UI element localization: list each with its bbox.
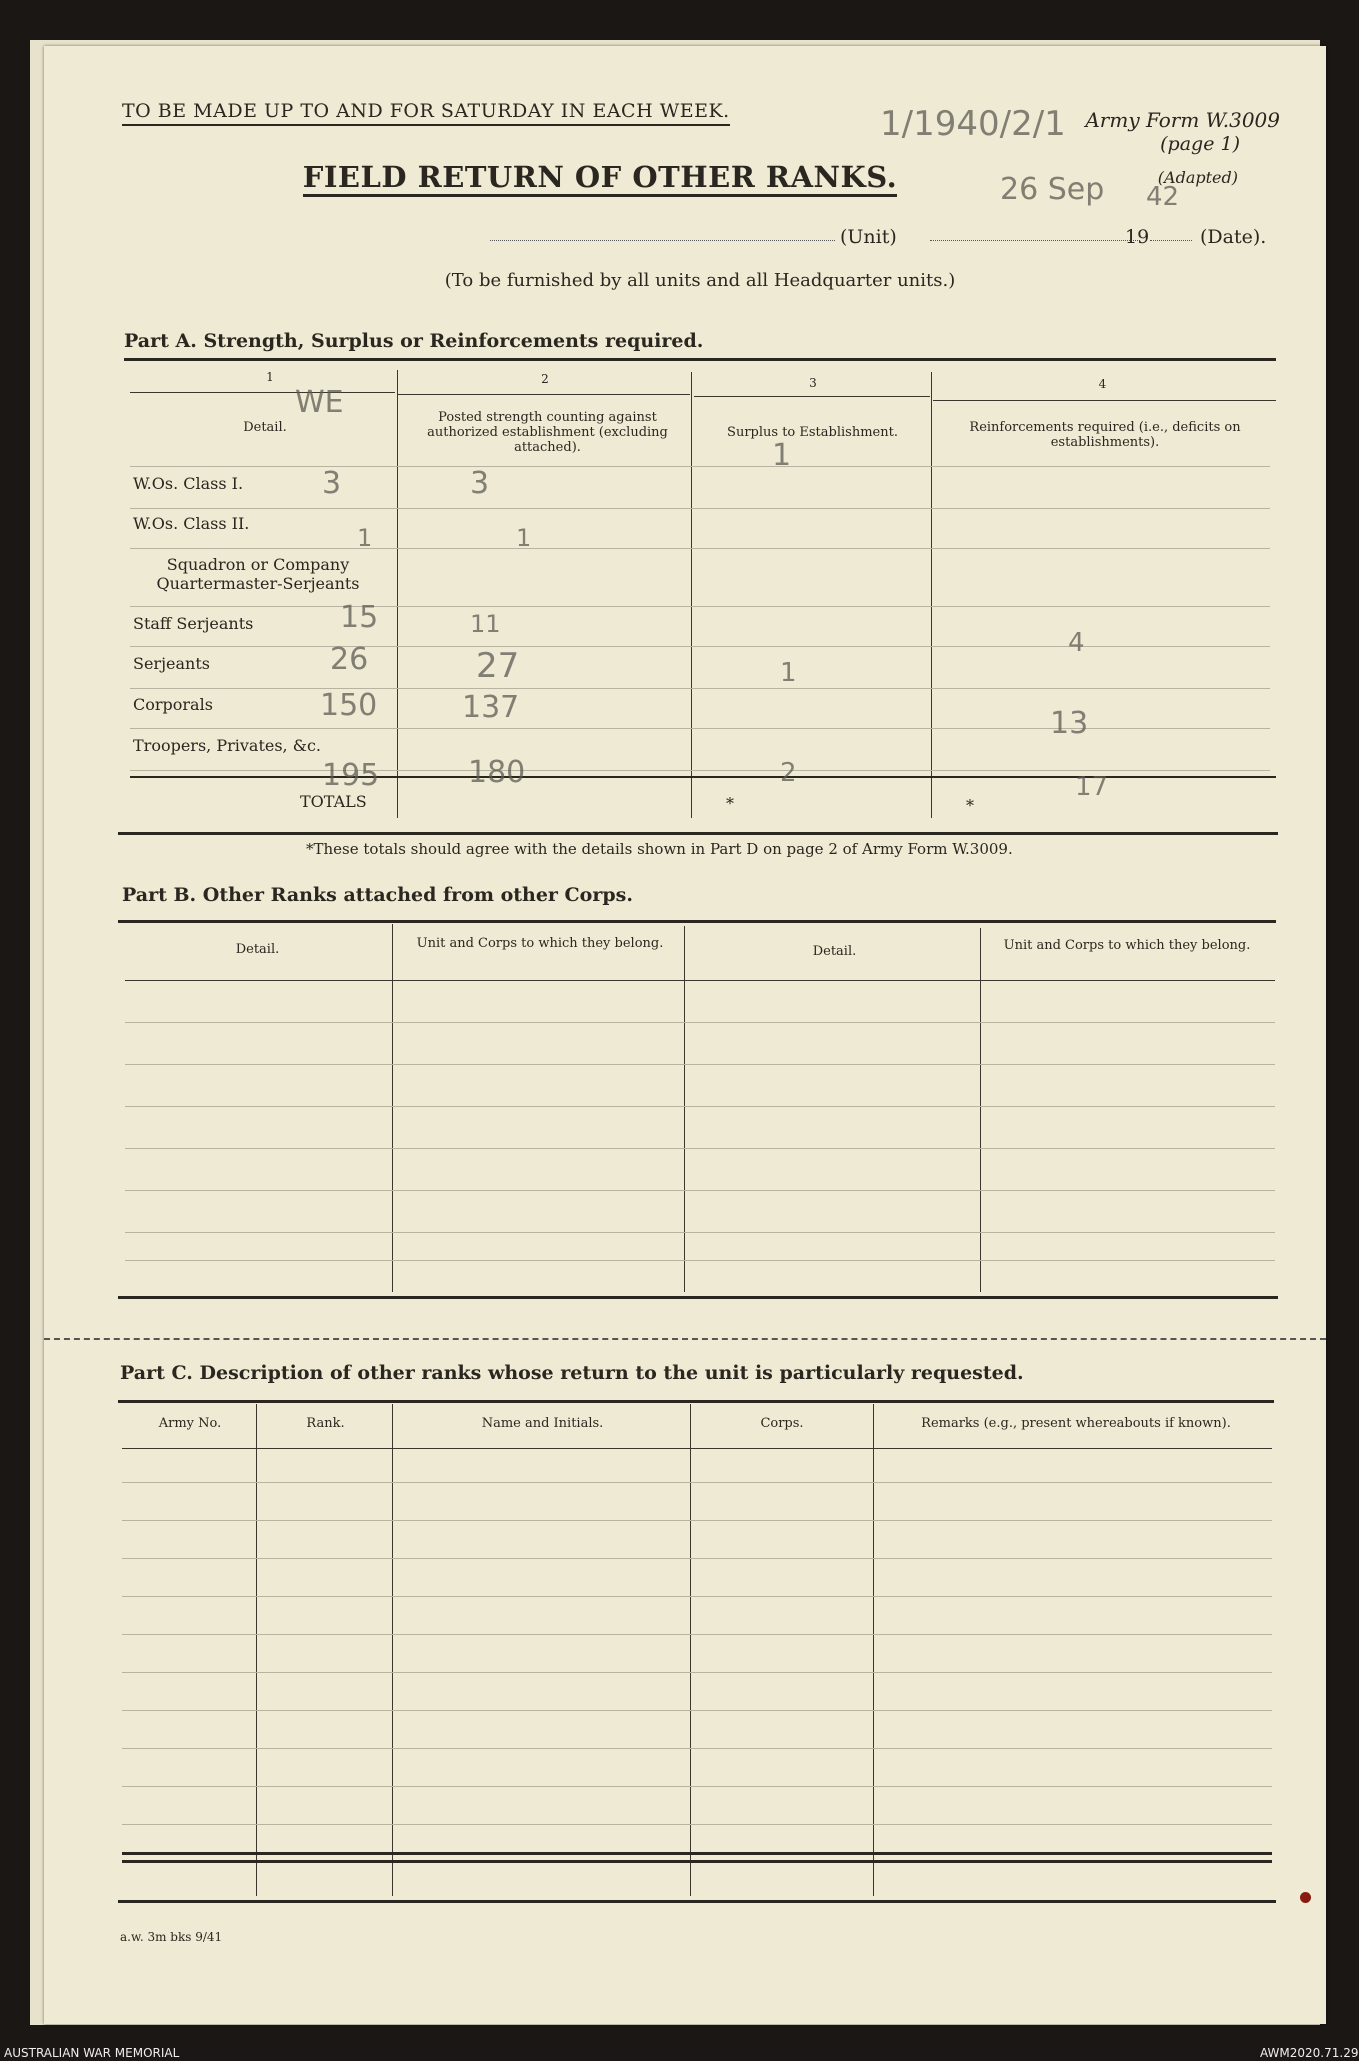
part-c-line[interactable] xyxy=(122,1634,1272,1635)
col-number-1: 1 xyxy=(266,370,274,384)
handwritten-date: 26 Sep xyxy=(1000,172,1105,207)
part-b-line[interactable] xyxy=(125,1190,1275,1191)
we-staff-serjeants: 15 xyxy=(340,600,379,635)
part-c-col-corps: Corps. xyxy=(760,1416,804,1431)
part-b-col-unit-2: Unit and Corps to which they belong. xyxy=(1003,938,1251,953)
part-c-top-rule xyxy=(118,1400,1274,1403)
part-c-vline-1 xyxy=(256,1404,257,1896)
part-a-vline-3 xyxy=(931,372,932,818)
part-a-vline-2 xyxy=(691,372,692,818)
we-corporals: 150 xyxy=(320,688,378,723)
date-day-field[interactable] xyxy=(930,222,1140,241)
part-c-col-name: Name and Initials. xyxy=(481,1416,604,1431)
part-c-line[interactable] xyxy=(122,1520,1272,1521)
unit-label: (Unit) xyxy=(840,226,897,248)
surplus-wo1: 1 xyxy=(772,438,792,473)
unit-field[interactable] xyxy=(490,222,835,241)
page-number: (page 1) xyxy=(1160,133,1240,155)
part-b-bottom-rule xyxy=(118,1296,1278,1299)
row-label-troopers: Troopers, Privates, &c. xyxy=(133,736,322,755)
col-number-2: 2 xyxy=(541,372,549,386)
header-rule-1 xyxy=(130,392,395,393)
row-rule xyxy=(130,646,1270,647)
part-b-line[interactable] xyxy=(125,1064,1275,1065)
posted-serjeants: 27 xyxy=(476,646,520,686)
part-a-heading: Part A. Strength, Surplus or Reinforcements required. xyxy=(124,330,704,352)
part-c-line[interactable] xyxy=(122,1786,1272,1787)
surplus-serjeants: 1 xyxy=(780,658,797,688)
col-number-4: 4 xyxy=(1098,377,1107,391)
part-c-line[interactable] xyxy=(122,1596,1272,1597)
part-c-vline-3 xyxy=(690,1404,691,1896)
print-code: a.w. 3m bks 9/41 xyxy=(120,1930,223,1944)
we-serjeants: 26 xyxy=(330,642,369,677)
reinf-troopers: 17 xyxy=(1075,772,1109,802)
footer-institution: AUSTRALIAN WAR MEMORIAL xyxy=(4,2046,180,2060)
handwritten-reference: 1/1940/2/1 xyxy=(880,104,1066,144)
part-c-line[interactable] xyxy=(122,1748,1272,1749)
form-number: Army Form W.3009 xyxy=(1085,108,1280,132)
col-header-surplus: Surplus to Establishment. xyxy=(727,425,898,440)
col-number-3: 3 xyxy=(809,376,817,390)
row-rule xyxy=(130,728,1270,729)
handwritten-we: WE xyxy=(295,385,344,420)
row-rule xyxy=(130,508,1270,509)
totals-note: *These totals should agree with the details shown in Part D on page 2 of Army Form W.3009. xyxy=(306,840,1013,858)
part-c-line[interactable] xyxy=(122,1710,1272,1711)
year-field[interactable] xyxy=(1150,222,1192,241)
part-b-col-unit-1: Unit and Corps to which they belong. xyxy=(416,936,664,951)
row-label-serjeants: Serjeants xyxy=(133,654,210,673)
part-a-top-rule xyxy=(124,358,1276,361)
part-b-vline-3 xyxy=(980,928,981,1292)
posted-staff-serjeants: 11 xyxy=(470,610,501,638)
furnished-note: (To be furnished by all units and all Headquarter units.) xyxy=(444,270,956,291)
posted-wo2: 1 xyxy=(516,524,532,552)
part-b-header-rule xyxy=(125,980,1275,981)
part-b-heading: Part B. Other Ranks attached from other Corps. xyxy=(122,884,633,906)
part-b-line[interactable] xyxy=(125,1232,1275,1233)
part-c-line[interactable] xyxy=(122,1672,1272,1673)
date-label: (Date). xyxy=(1200,226,1267,248)
totals-mark-reinforcements: * xyxy=(966,796,974,815)
part-b-col-detail-1: Detail. xyxy=(235,942,280,957)
part-c-header-rule xyxy=(122,1448,1272,1449)
part-c-line[interactable] xyxy=(122,1558,1272,1559)
part-c-double-rule xyxy=(122,1860,1272,1863)
perforation-line xyxy=(44,1338,1326,1340)
posted-corporals: 137 xyxy=(462,690,520,725)
totals-mark-surplus: * xyxy=(726,794,734,813)
part-c-vline-2 xyxy=(392,1404,393,1896)
header-rule-3 xyxy=(694,396,930,397)
part-b-line[interactable] xyxy=(125,1260,1275,1261)
part-a-bottom-rule xyxy=(118,832,1278,835)
part-c-heading: Part C. Description of other ranks whose return to the unit is particularly requested. xyxy=(120,1362,1024,1384)
row-label-staff-serjeants: Staff Serjeants xyxy=(133,614,254,633)
col-header-reinforcements: Reinforcements required (i.e., deficits on establishments). xyxy=(969,420,1241,450)
part-c-vline-4 xyxy=(873,1404,874,1896)
row-rule xyxy=(130,466,1270,467)
part-c-col-remarks: Remarks (e.g., present whereabouts if known). xyxy=(921,1416,1231,1431)
part-c-bottom-rule xyxy=(118,1900,1276,1903)
row-rule xyxy=(130,770,1270,771)
reinf-serjeants: 4 xyxy=(1068,628,1085,658)
part-c-col-rank: Rank. xyxy=(306,1416,345,1431)
header-rule-2 xyxy=(398,394,690,395)
red-ink-dot xyxy=(1300,1892,1311,1903)
adapted-label: (Adapted) xyxy=(1157,168,1238,187)
footer-accession-number: AWM2020.71.29 xyxy=(1260,2046,1359,2060)
part-b-top-rule xyxy=(118,920,1276,923)
part-b-line[interactable] xyxy=(125,1106,1275,1107)
posted-wo1: 3 xyxy=(470,466,490,501)
handwritten-year: 42 xyxy=(1146,182,1180,212)
form-title: FIELD RETURN OF OTHER RANKS. xyxy=(200,160,1000,194)
row-rule xyxy=(130,688,1270,689)
col-header-posted: Posted strength counting against authorized establishment (excluding attached). xyxy=(427,410,668,455)
row-label-wo1: W.Os. Class I. xyxy=(133,474,244,493)
totals-label: TOTALS xyxy=(300,792,367,811)
part-c-line[interactable] xyxy=(122,1482,1272,1483)
year-prefix: 19 xyxy=(1125,226,1150,248)
we-wo1: 3 xyxy=(322,466,342,501)
part-c-double-rule xyxy=(122,1852,1272,1855)
weekly-instruction: TO BE MADE UP TO AND FOR SATURDAY IN EACH WEEK. xyxy=(122,100,730,126)
row-label-wo2: W.Os. Class II. xyxy=(133,514,250,533)
row-label-cqms: Squadron or Company Quartermaster-Serjeants xyxy=(156,555,360,593)
surplus-troopers: 2 xyxy=(780,758,797,788)
col-header-detail: Detail. xyxy=(243,420,287,435)
part-c-line[interactable] xyxy=(122,1824,1272,1825)
part-a-vline-1 xyxy=(397,370,398,818)
we-troopers: 195 xyxy=(322,758,380,793)
header-rule-4 xyxy=(933,400,1276,401)
row-rule xyxy=(130,548,1270,549)
row-label-corporals: Corporals xyxy=(133,695,213,714)
reinf-corporals: 13 xyxy=(1050,706,1089,741)
part-b-line[interactable] xyxy=(125,1022,1275,1023)
part-b-col-detail-2: Detail. xyxy=(812,944,857,959)
we-wo2: 1 xyxy=(357,524,373,552)
row-rule xyxy=(130,606,1270,607)
part-b-line[interactable] xyxy=(125,1148,1275,1149)
part-c-col-army-no: Army No. xyxy=(158,1416,222,1431)
posted-troopers: 180 xyxy=(468,755,526,790)
